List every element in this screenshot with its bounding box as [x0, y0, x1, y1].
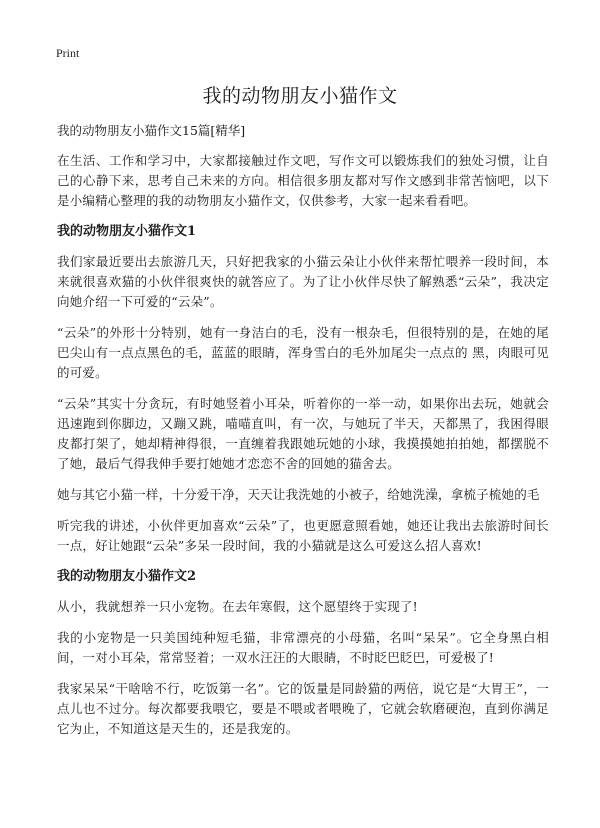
page-title: 我的动物朋友小猫作文 [202, 85, 398, 107]
paragraph: “云朵”的外形十分特别，她有一身洁白的毛，没有一根杂毛，但很特别的是，在她的尾巴尖山有一点点黑色的毛，蓝蓝的眼睛，浑身雪白的毛外加尾尖一点点的 黑，肉眼可见的可爱。 [57, 325, 549, 380]
intro-paragraph: 在生活、工作和学习中，大家都接触过作文吧，写作文可以锻炼我们的独处习惯，让自己的心静下来，思考自己未来的方向。相信很多朋友都对写作文感到非常苦恼吧，以下是小编精心整理的我的动物朋友小猫作文，仅供参考，大家一起来看看吧。 [57, 153, 549, 208]
paragraph: 我们家最近要出去旅游几天，只好把我家的小猫云朵让小伙伴来帮忙喂养一段时间，本来就很喜欢猫的小伙伴很爽快的就答应了。为了让小伙伴尽快了解熟悉“云朵”，我决定向她介绍一下可爱的“云朵”。 [57, 254, 549, 309]
paragraph: 听完我的讲述，小伙伴更加喜欢“云朵”了，也更愿意照看她，她还让我出去旅游时间长一点，好让她跟“云朵”多呆一段时间，我的小猫就是这么可爱这么招人喜欢! [57, 518, 549, 553]
paragraph: 我的小宠物是一只美国纯种短毛猫，非常漂亮的小母猫，名叫“呆呆”。它全身黑白相间，一对小耳朵，常常竖着；一双水汪汪的大眼睛，不时眨巴眨巴，可爱极了! [57, 630, 549, 665]
paragraph: “云朵”其实十分贪玩，有时她竖着小耳朵，听着你的一举一动，如果你出去玩，她就会迅速跑到你脚边，又蹦又跳，喵喵直叫，有一次，与她玩了半天，天都黑了，我困得眼皮都打架了，她却精神得很，一直缠着我跟她玩她的小球，我摸摸她拍拍她，都摆脱不了她，最后气得我伸手要打她她才恋恋不舍的回她的猫舍去。 [57, 396, 549, 471]
section-heading-2: 我的动物朋友小猫作文2 [57, 569, 197, 584]
article-body [57, 122, 549, 750]
paragraph: 我家呆呆“干啥啥不行，吃饭第一名”。它的饭量是同龄猫的两倍，说它是“大胃王”，一点儿也不过分。每次都要我喂它，要是不喂或者喂晚了，它就会软磨硬泡，直到你满足它为止，不知道这是天生的，还是我宠的。 [57, 681, 549, 736]
article-subtitle: 我的动物朋友小猫作文15篇[精华] [57, 123, 246, 138]
paragraph: 从小，我就想养一只小宠物。在去年寒假，这个愿望终于实现了! [57, 599, 418, 614]
print-link[interactable]: Print [56, 46, 80, 60]
section-heading-1: 我的动物朋友小猫作文1 [57, 224, 197, 239]
paragraph: 她与其它小猫一样，十分爱干净，天天让我洗她的小被子，给她洗澡，拿梳子梳她的毛 [57, 487, 540, 502]
